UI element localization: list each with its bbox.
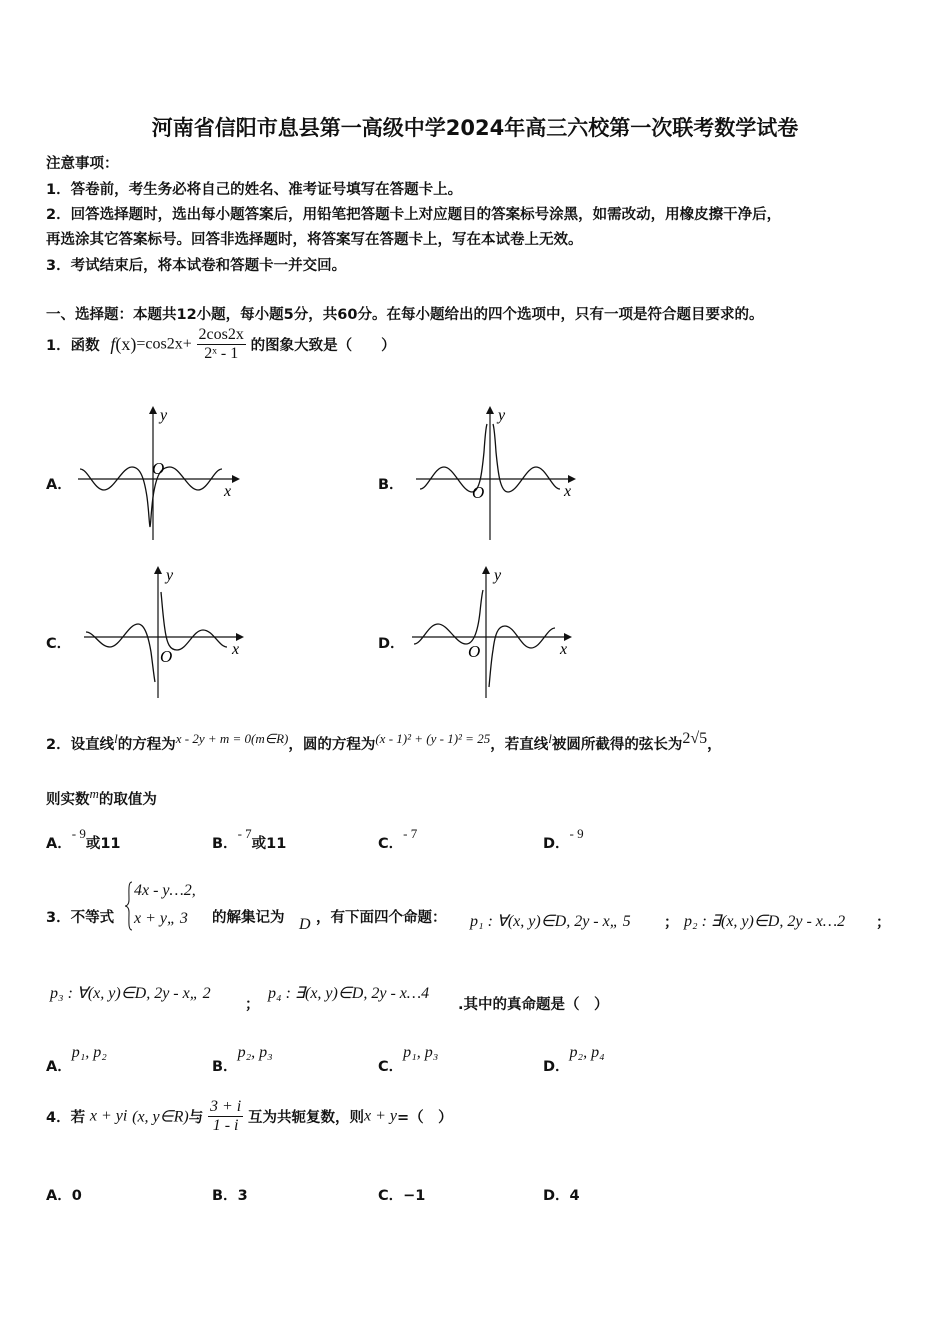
- note-item-1: 1．答卷前，考生务必将自己的姓名、准考证号填写在答题卡上。: [46, 182, 463, 198]
- q3-prop-3: p₃ : ∀(x, y)∈D, 2y - x„ 2: [50, 985, 211, 1002]
- q2-option-d-math: - 9: [569, 826, 584, 841]
- q2-option-a-text: 或11: [85, 836, 121, 852]
- q4-option-a-label: A．: [46, 1188, 72, 1204]
- graph-c-x-label: x: [232, 641, 240, 658]
- q4-with: 与: [188, 1110, 204, 1126]
- q3-number: 3．不等式: [46, 910, 115, 926]
- q3-text-2: 的解集记为: [212, 910, 285, 926]
- graph-c-origin: O: [160, 647, 173, 666]
- q2-option-b-math: - 7: [237, 826, 252, 841]
- q1-eq: =cos2x+: [136, 335, 192, 353]
- graph-d-x-label: x: [560, 641, 568, 658]
- notes-heading: 注意事项：: [46, 156, 119, 172]
- q3-option-b-math: p₂, p₃: [237, 1044, 273, 1061]
- q1-arg: (x): [115, 334, 137, 354]
- q2-text-2: 的方程为: [117, 737, 176, 753]
- graph-c-curve-right: [161, 592, 227, 650]
- q1-option-a: A．: [46, 477, 72, 493]
- q2-chord: 2√5: [682, 730, 708, 747]
- q2-option-a-label: A．: [46, 836, 72, 852]
- q2-option-d-label: D．: [543, 836, 570, 852]
- q2-text-3: ，圆的方程为: [288, 737, 376, 753]
- q3-D: D: [299, 916, 311, 933]
- q4-option-d[interactable]: [543, 1184, 580, 1205]
- section-heading: 一、选择题：本题共12小题，每小题5分，共60分。在每小题给出的四个选项中，只有一项是符合题目要求的。: [46, 307, 764, 323]
- q3-option-c-label: C．: [378, 1059, 404, 1075]
- q2-option-b[interactable]: [212, 826, 286, 853]
- q2-m: m: [89, 786, 99, 801]
- question-1: [46, 326, 396, 363]
- q3-prop-2: p₂ : ∃(x, y)∈D, 2y - x…2: [684, 913, 846, 930]
- graph-c-y-label: y: [166, 567, 174, 584]
- graph-b-curve-right: [493, 424, 560, 492]
- q3-tail: .其中的真命题是（ ）: [458, 997, 609, 1013]
- q4-option-c-value: −1: [403, 1188, 426, 1204]
- q3-option-b[interactable]: [212, 1044, 273, 1076]
- q4-frac-num: 3 + i: [209, 1098, 242, 1115]
- q3-option-a[interactable]: [46, 1044, 107, 1076]
- graph-a-y-label: y: [160, 407, 168, 424]
- graph-a-y-arrow: [149, 406, 157, 414]
- question-4: [46, 1098, 453, 1135]
- q3-option-a-math: p₁, p₂: [71, 1044, 107, 1061]
- question-2: [46, 730, 722, 754]
- q4-cond: (x, y∈R): [132, 1108, 189, 1126]
- q4-sum: x + y: [364, 1107, 397, 1125]
- note-item-3: 3．考试结束后，将本试卷和答题卡一并交回。: [46, 258, 347, 274]
- q4-option-a-value: 0: [71, 1188, 82, 1204]
- q4-number: 4．若: [46, 1110, 86, 1126]
- q4-expr: x + yi: [89, 1107, 128, 1125]
- q1-number: 1．函数: [46, 338, 100, 354]
- q4-option-d-value: 4: [569, 1188, 580, 1204]
- graph-a-x-arrow: [232, 475, 240, 483]
- q2-text-6: ，: [707, 737, 722, 753]
- q1-frac-num: 2cos2x: [198, 326, 244, 343]
- graph-d-curve-left: [414, 590, 483, 644]
- q4-option-a[interactable]: [46, 1184, 82, 1205]
- q2-text-4: ，若直线: [490, 737, 549, 753]
- q3-brace: [124, 880, 134, 932]
- graph-b-x-label: x: [564, 483, 572, 500]
- question-2-cont: [46, 786, 157, 809]
- q3-system-2: x + y„ 3: [134, 910, 188, 927]
- q3-system-1: 4x - y…2,: [134, 882, 196, 899]
- q4-option-b[interactable]: [212, 1184, 248, 1205]
- q3-option-c-math: p₁, p₃: [403, 1044, 439, 1061]
- graph-d-origin: O: [468, 642, 481, 661]
- q1-option-b: B．: [378, 477, 404, 493]
- note-item-2: 2．回答选择题时，选出每小题答案后，用铅笔把答题卡上对应题目的答案标号涂黑，如需改动，用橡皮擦干净后，: [46, 207, 782, 223]
- graph-c-curve-left: [86, 624, 155, 682]
- q2-text-8: 的取值为: [98, 792, 157, 808]
- q3-prop-4: p₄ : ∃(x, y)∈D, 2y - x…4: [268, 985, 430, 1002]
- q2-option-c[interactable]: [378, 826, 417, 853]
- q4-option-b-label: B．: [212, 1188, 238, 1204]
- q2-circle-eq: (x - 1)² + (y - 1)² = 25: [375, 731, 491, 746]
- q4-text-2: 互为共轭复数，则: [248, 1110, 364, 1126]
- graph-b-y-arrow: [486, 406, 494, 414]
- q2-l-2: l: [548, 731, 552, 746]
- page-title: 河南省信阳市息县第一高级中学2024年高三六校第一次联考数学试卷: [151, 116, 799, 140]
- graph-b-x-arrow: [568, 475, 576, 483]
- graph-d-y-arrow: [482, 566, 490, 574]
- graph-b-curve-left: [420, 424, 487, 492]
- q3-option-a-label: A．: [46, 1059, 72, 1075]
- q2-text-1: 2．设直线: [46, 737, 115, 753]
- q1-fraction: [197, 326, 246, 363]
- q3-option-d[interactable]: [543, 1044, 605, 1076]
- graph-b: [412, 402, 582, 544]
- graph-a-origin: O: [152, 459, 165, 478]
- q3-semi-3: ；: [245, 997, 260, 1013]
- q3-semi-2: ；: [876, 915, 891, 931]
- q3-semi-1: ；: [664, 915, 679, 931]
- q4-option-b-value: 3: [237, 1188, 248, 1204]
- q1-frac-den: 2ˣ - 1: [204, 345, 239, 362]
- q3-option-c[interactable]: [378, 1044, 438, 1076]
- graph-a-x-label: x: [224, 483, 232, 500]
- q3-option-b-label: B．: [212, 1059, 238, 1075]
- q2-option-b-label: B．: [212, 836, 238, 852]
- q2-option-c-math: - 7: [403, 826, 418, 841]
- q1-option-d: D．: [378, 636, 405, 652]
- q2-option-c-label: C．: [378, 836, 404, 852]
- q1-option-c: C．: [46, 636, 72, 652]
- graph-d-x-arrow: [564, 633, 572, 641]
- q2-text-5: 被圆所截得的弦长为: [551, 737, 683, 753]
- q4-tail: =（ ）: [397, 1110, 453, 1126]
- q3-prop-1: p₁ : ∀(x, y)∈D, 2y - x„ 5: [470, 913, 631, 930]
- graph-c: [80, 562, 250, 704]
- graph-d: [408, 562, 578, 704]
- q4-frac-den: 1 - i: [212, 1117, 239, 1134]
- graph-b-y-label: y: [498, 407, 506, 424]
- graph-d-curve-right: [489, 626, 555, 687]
- graph-d-y-label: y: [494, 567, 502, 584]
- graph-c-y-arrow: [154, 566, 162, 574]
- q2-l: l: [114, 731, 118, 746]
- q1-f: f: [110, 334, 116, 354]
- q3-option-d-math: p₂, p₄: [569, 1044, 605, 1061]
- q2-option-b-text: 或11: [251, 836, 287, 852]
- q4-option-c-label: C．: [378, 1188, 404, 1204]
- q3-option-d-label: D．: [543, 1059, 570, 1075]
- q2-option-a[interactable]: [46, 826, 121, 853]
- q4-option-c[interactable]: [378, 1184, 425, 1205]
- graph-c-x-arrow: [236, 633, 244, 641]
- q2-text-7: 则实数: [46, 792, 90, 808]
- q4-option-d-label: D．: [543, 1188, 570, 1204]
- note-item-2-cont: 再选涂其它答案标号。回答非选择题时，将答案写在答题卡上，写在本试卷上无效。: [46, 232, 583, 248]
- q2-option-d[interactable]: [543, 826, 584, 853]
- graph-b-origin: O: [472, 483, 485, 502]
- q4-fraction: [208, 1098, 243, 1135]
- q2-line-eq: x - 2y + m = 0(m∈R): [175, 731, 289, 746]
- q2-option-a-math: - 9: [71, 826, 86, 841]
- q1-tail: 的图象大致是（ ）: [250, 338, 396, 354]
- q3-text-3: ，有下面四个命题：: [316, 910, 447, 926]
- graph-a: [74, 402, 244, 544]
- graph-a-curve: [80, 467, 222, 527]
